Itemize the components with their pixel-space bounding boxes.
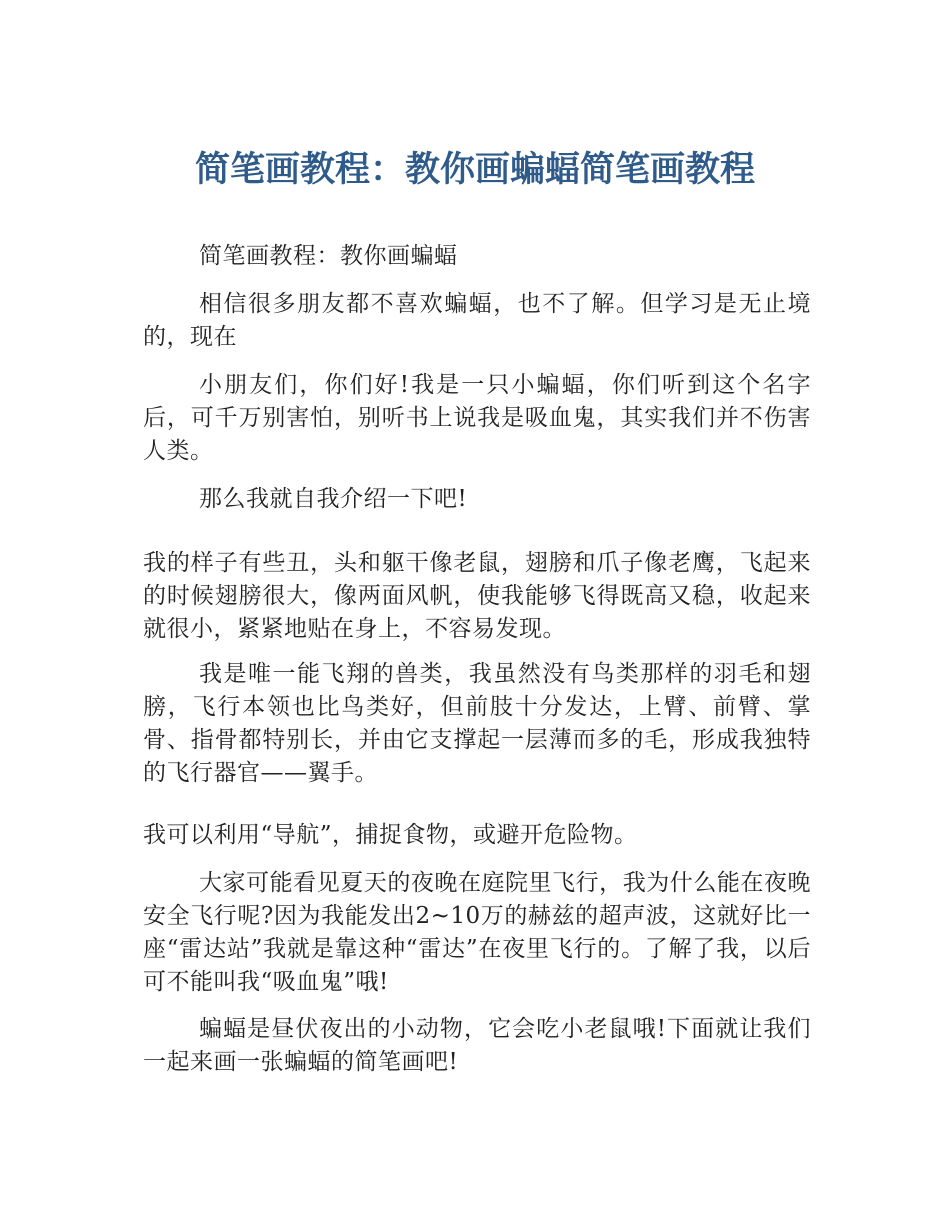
body-paragraph <box>143 240 811 273</box>
body-paragraph <box>143 483 811 516</box>
body-paragraph <box>143 547 811 646</box>
paragraph-text: 相信很多朋友都不喜欢蝙蝠，也不了解。但学习是无止境的，现在 <box>143 291 811 350</box>
paragraph-text: 那么我就自我介绍一下吧! <box>199 486 468 512</box>
body-paragraph <box>143 369 811 468</box>
paragraph-text: 我是唯一能飞翔的兽类，我虽然没有鸟类那样的羽毛和翅膀，飞行本领也比鸟类好，但前肢十分发达，上臂、前臂、掌骨、指骨都特别长，并由它支撑起一层薄而多的毛，形成我独特的飞行器官——翼手。 <box>143 661 811 786</box>
paragraph-text: 我可以利用“导航”，捕捉食物，或避开危险物。 <box>143 822 638 848</box>
body-paragraph <box>143 658 811 790</box>
paragraph-text: 大家可能看见夏天的夜晚在庭院里飞行，我为什么能在夜晚安全飞行呢?因为我能发出2~10万的赫兹的超声波，这就好比一座“雷达站”我就是靠这种“雷达”在夜里飞行的。了解了我，以后可不能叫我“吸血鬼”哦! <box>143 870 811 995</box>
page-title: 简笔画教程：教你画蝙蝠简笔画教程 <box>194 150 755 190</box>
body-paragraph <box>143 288 811 354</box>
body-paragraph <box>143 1013 811 1079</box>
body-paragraph <box>143 867 811 999</box>
body-paragraph <box>143 819 811 852</box>
paragraph-text: 蝙蝠是昼伏夜出的小动物，它会吃小老鼠哦!下面就让我们一起来画一张蝙蝠的简笔画吧! <box>143 1016 811 1075</box>
paragraph-text: 小朋友们，你们好!我是一只小蝙蝠，你们听到这个名字后，可千万别害怕，别听书上说我是吸血鬼，其实我们并不伤害人类。 <box>143 372 811 464</box>
paragraph-text: 我的样子有些丑，头和躯干像老鼠，翅膀和爪子像老鹰，飞起来的时候翅膀很大，像两面风帆，使我能够飞得既高又稳，收起来就很小，紧紧地贴在身上，不容易发现。 <box>143 550 811 642</box>
paragraph-text: 简笔画教程：教你画蝙蝠 <box>199 243 458 269</box>
